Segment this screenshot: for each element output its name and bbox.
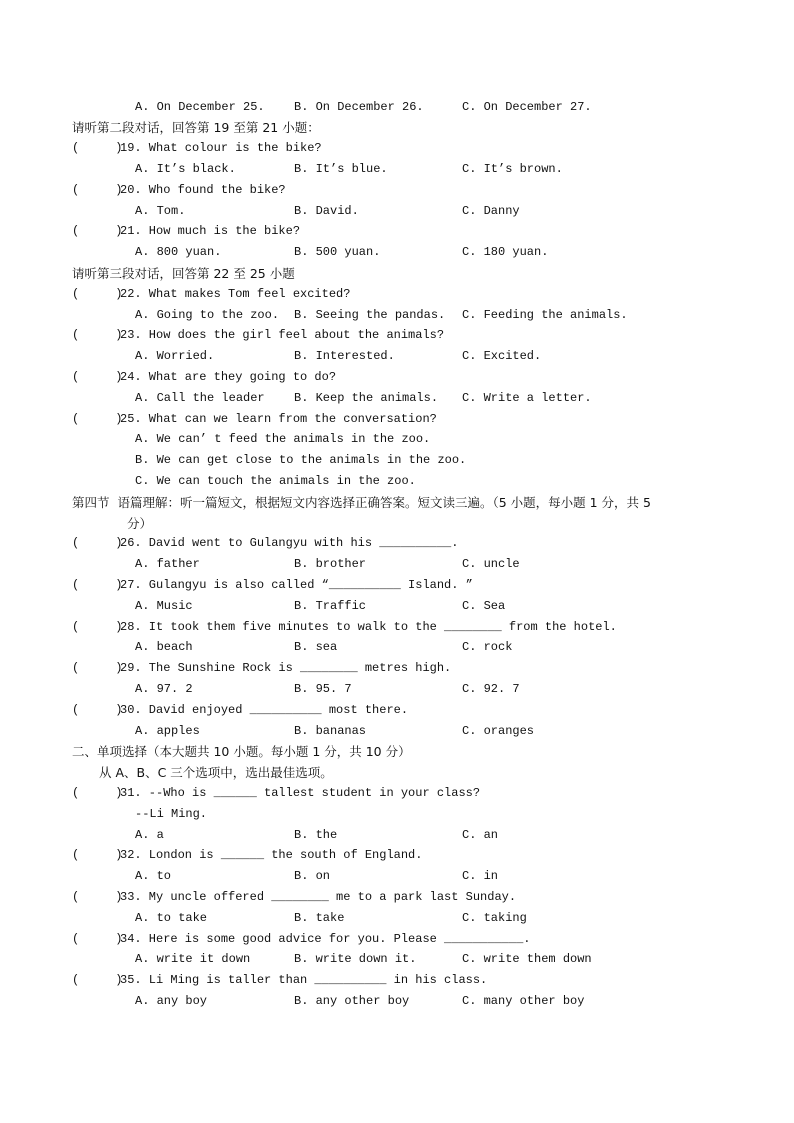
- q22-option-b: B. Seeing the pandas.: [294, 308, 446, 322]
- q34-option-a: A. write it down: [135, 952, 251, 966]
- q29-option-b: B. 95. 7: [294, 682, 352, 696]
- question-34: 34. Here is some good advice for you. Please ___________.: [120, 932, 531, 946]
- q32-option-a: A. to: [135, 869, 172, 883]
- section-part-4: 第四节 语篇理解：听一篇短文，根据短文内容选择正确答案。短文读三遍。（5 小题，每小题 1 分，共 5: [72, 495, 651, 510]
- section-part-4-cont: 分）: [127, 516, 153, 531]
- q19-option-a: A. It’s black.: [135, 162, 236, 176]
- q26-option-c: C. uncle: [462, 557, 520, 571]
- question-22: 22. What makes Tom feel excited?: [120, 287, 351, 301]
- answer-blank: ( ): [72, 224, 123, 238]
- answer-blank: ( ): [72, 890, 123, 904]
- q19-option-b: B. It’s blue.: [294, 162, 388, 176]
- question-33: 33. My uncle offered ________ me to a park last Sunday.: [120, 890, 517, 904]
- q27-option-c: C. Sea: [462, 599, 506, 613]
- q21-option-b: B. 500 yuan.: [294, 245, 381, 259]
- answer-blank: ( ): [72, 932, 123, 946]
- question-31: 31. --Who is ______ tallest student in your class?: [120, 786, 481, 800]
- q32-option-b: B. on: [294, 869, 331, 883]
- q22-option-c: C. Feeding the animals.: [462, 308, 628, 322]
- answer-blank: ( ): [72, 786, 123, 800]
- q25-option-c: C. We can touch the animals in the zoo.: [135, 474, 416, 488]
- q20-option-b: B. David.: [294, 204, 359, 218]
- q33-option-a: A. to take: [135, 911, 208, 925]
- q18-option-b: B. On December 26.: [294, 100, 424, 114]
- q23-option-c: C. Excited.: [462, 349, 542, 363]
- question-32: 32. London is ______ the south of England.: [120, 848, 423, 862]
- question-20: 20. Who found the bike?: [120, 183, 286, 197]
- q23-option-b: B. Interested.: [294, 349, 395, 363]
- q31-option-c: C. an: [462, 828, 499, 842]
- question-29: 29. The Sunshine Rock is ________ metres high.: [120, 661, 452, 675]
- question-26: 26. David went to Gulangyu with his __________.: [120, 536, 459, 550]
- question-25: 25. What can we learn from the conversation?: [120, 412, 437, 426]
- q18-option-c: C. On December 27.: [462, 100, 592, 114]
- q30-option-a: A. apples: [135, 724, 200, 738]
- q32-option-c: C. in: [462, 869, 499, 883]
- q21-option-a: A. 800 yuan.: [135, 245, 222, 259]
- question-21: 21. How much is the bike?: [120, 224, 301, 238]
- section-dialog-3: 请听第三段对话，回答第 22 至 25 小题: [72, 266, 295, 281]
- question-30: 30. David enjoyed __________ most there.: [120, 703, 409, 717]
- q30-option-b: B. bananas: [294, 724, 367, 738]
- q24-option-a: A. Call the leader: [135, 391, 265, 405]
- q35-option-c: C. many other boy: [462, 994, 585, 1008]
- answer-blank: ( ): [72, 183, 123, 197]
- q34-option-b: B. write down it.: [294, 952, 417, 966]
- q24-option-b: B. Keep the animals.: [294, 391, 439, 405]
- answer-blank: ( ): [72, 578, 123, 592]
- answer-blank: ( ): [72, 328, 123, 342]
- q21-option-c: C. 180 yuan.: [462, 245, 549, 259]
- answer-blank: ( ): [72, 370, 123, 384]
- question-19: 19. What colour is the bike?: [120, 141, 322, 155]
- answer-blank: ( ): [72, 536, 123, 550]
- question-24: 24. What are they going to do?: [120, 370, 337, 384]
- q20-option-c: C. Danny: [462, 204, 520, 218]
- q30-option-c: C. oranges: [462, 724, 535, 738]
- answer-blank: ( ): [72, 287, 123, 301]
- q19-option-c: C. It’s brown.: [462, 162, 563, 176]
- q31-option-b: B. the: [294, 828, 338, 842]
- q29-option-c: C. 92. 7: [462, 682, 520, 696]
- answer-blank: ( ): [72, 661, 123, 675]
- question-35: 35. Li Ming is taller than __________ in his class.: [120, 973, 488, 987]
- q35-option-b: B. any other boy: [294, 994, 410, 1008]
- section-part-2-instructions: 从 A、B、C 三个选项中，选出最佳选项。: [99, 765, 333, 780]
- q33-option-c: C. taking: [462, 911, 527, 925]
- q26-option-a: A. father: [135, 557, 200, 571]
- q35-option-a: A. any boy: [135, 994, 208, 1008]
- answer-blank: ( ): [72, 141, 123, 155]
- answer-blank: ( ): [72, 412, 123, 426]
- q29-option-a: A. 97. 2: [135, 682, 193, 696]
- question-23: 23. How does the girl feel about the animals?: [120, 328, 445, 342]
- q25-option-b: B. We can get close to the animals in the zoo.: [135, 453, 467, 467]
- section-part-2: 二、单项选择（本大题共 10 小题。每小题 1 分，共 10 分）: [72, 744, 411, 759]
- answer-blank: ( ): [72, 703, 123, 717]
- q28-option-b: B. sea: [294, 640, 338, 654]
- q31-option-a: A. a: [135, 828, 164, 842]
- q27-option-b: B. Traffic: [294, 599, 367, 613]
- q24-option-c: C. Write a letter.: [462, 391, 592, 405]
- q34-option-c: C. write them down: [462, 952, 592, 966]
- answer-blank: ( ): [72, 848, 123, 862]
- q33-option-b: B. take: [294, 911, 345, 925]
- question-31-answer-line: --Li Ming.: [135, 807, 208, 821]
- q25-option-a: A. We can’ t feed the animals in the zoo.: [135, 432, 431, 446]
- q20-option-a: A. Tom.: [135, 204, 186, 218]
- answer-blank: ( ): [72, 620, 123, 634]
- q23-option-a: A. Worried.: [135, 349, 215, 363]
- q18-option-a: A. On December 25.: [135, 100, 265, 114]
- q28-option-a: A. beach: [135, 640, 193, 654]
- q22-option-a: A. Going to the zoo.: [135, 308, 280, 322]
- q26-option-b: B. brother: [294, 557, 367, 571]
- answer-blank: ( ): [72, 973, 123, 987]
- q27-option-a: A. Music: [135, 599, 193, 613]
- q28-option-c: C. rock: [462, 640, 513, 654]
- section-dialog-2: 请听第二段对话，回答第 19 至第 21 小题：: [72, 120, 320, 135]
- question-28: 28. It took them five minutes to walk to the ________ from the hotel.: [120, 620, 617, 634]
- question-27: 27. Gulangyu is also called “__________ Island. ”: [120, 578, 473, 592]
